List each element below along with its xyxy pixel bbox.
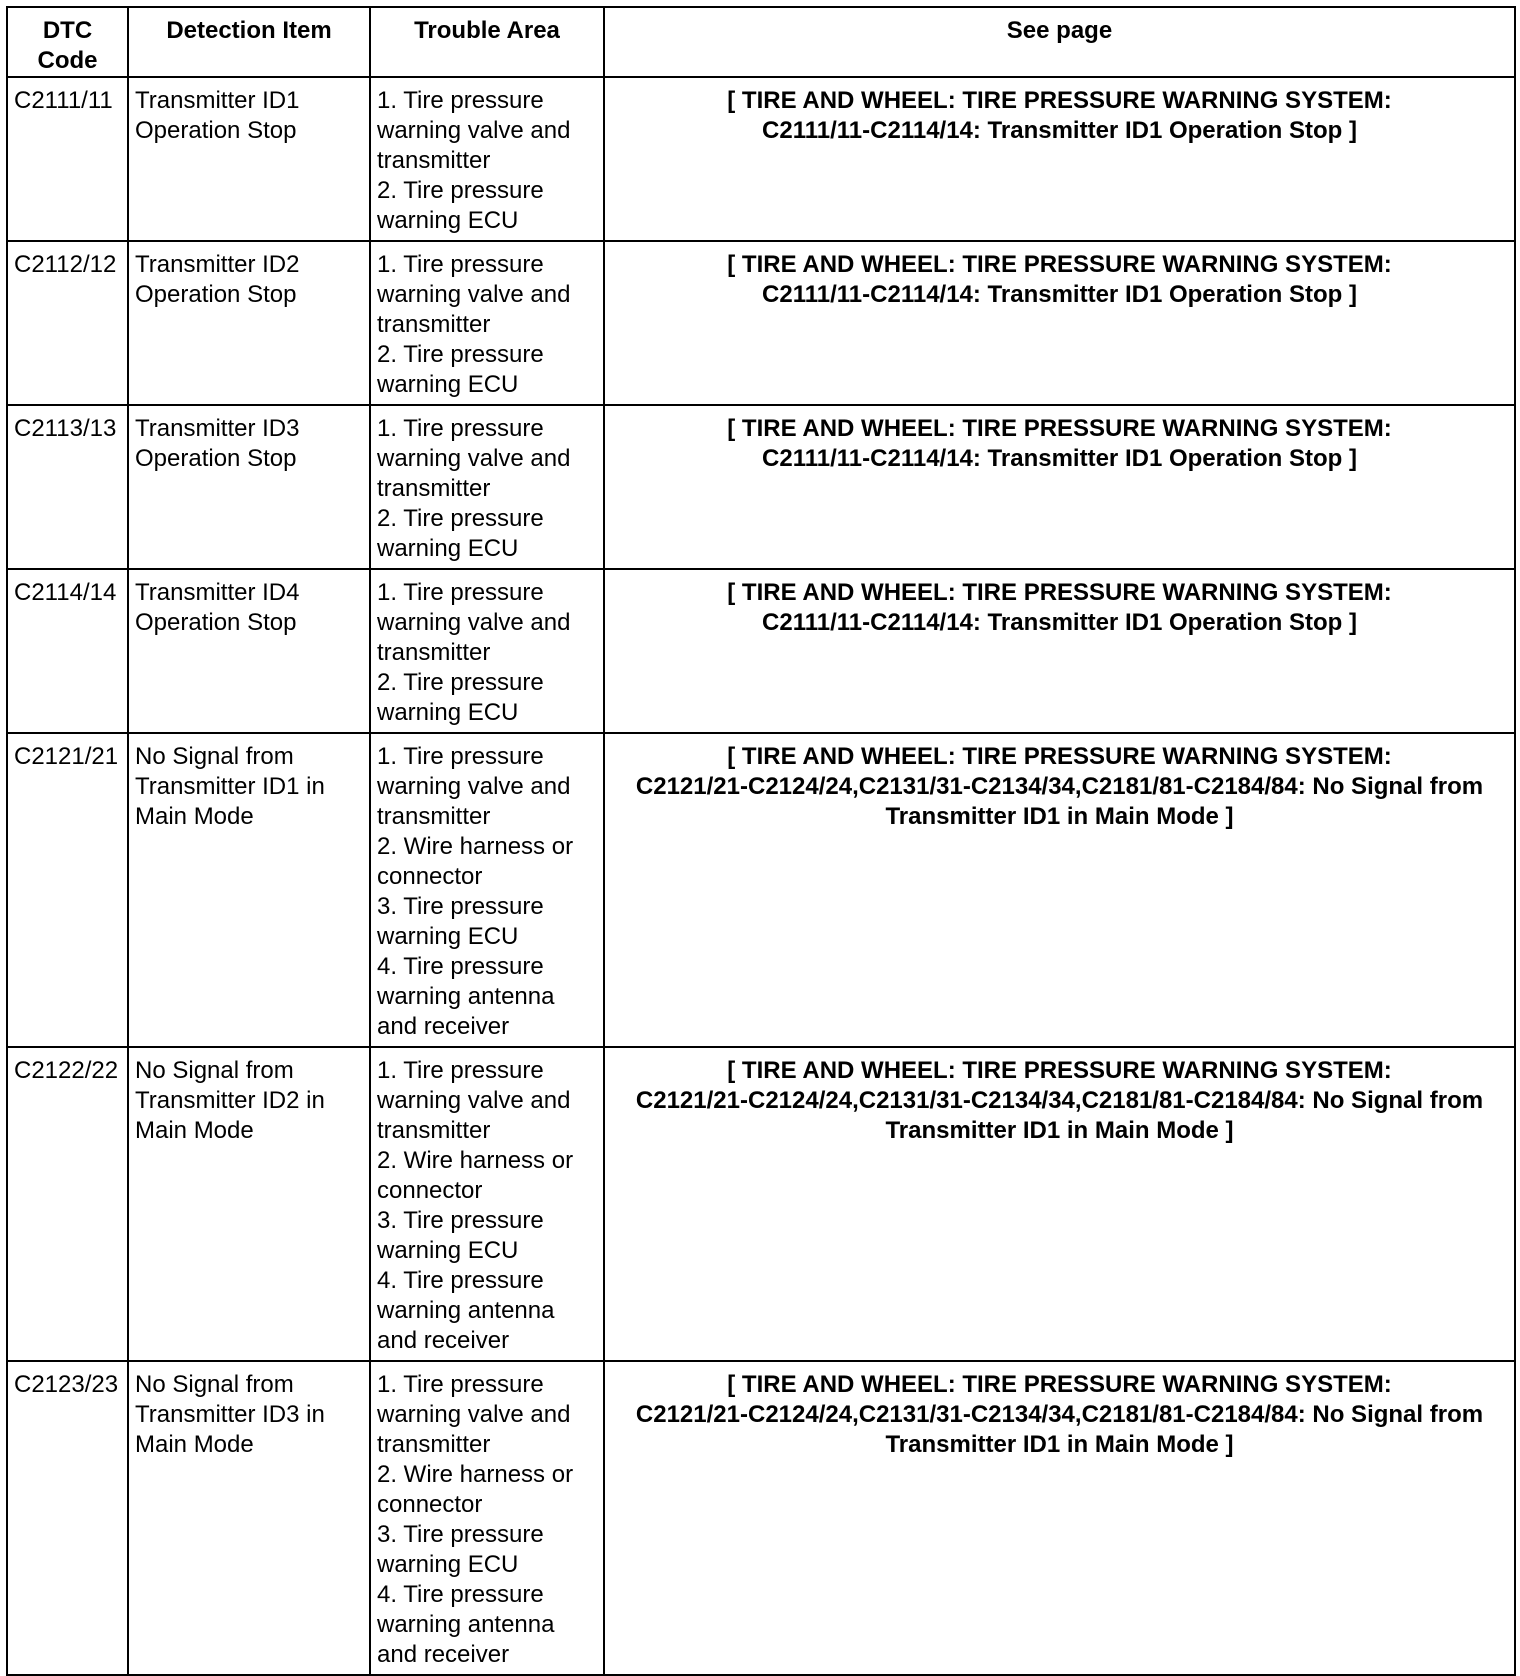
trouble-area-line: 1. Tire pressure xyxy=(377,87,544,114)
trouble-area-cell xyxy=(370,405,604,569)
detection-item-line: Transmitter ID3 in xyxy=(135,1401,325,1428)
dtc-code: C2122/22 xyxy=(14,1057,119,1084)
see-page-reference: Transmitter ID1 in Main Mode ] xyxy=(885,1117,1234,1144)
header-text: Code xyxy=(37,47,98,74)
see-page-reference: [ TIRE AND WHEEL: TIRE PRESSURE WARNING SYSTEM: xyxy=(727,743,1392,770)
trouble-area-line: warning valve and xyxy=(377,1087,571,1114)
dtc-code: C2114/14 xyxy=(14,579,117,606)
detection-item-cell xyxy=(128,405,370,569)
detection-item-line: Main Mode xyxy=(135,803,254,830)
see-page-cell xyxy=(604,569,1515,733)
see-page-cell xyxy=(604,1361,1515,1675)
trouble-area-line: transmitter xyxy=(377,1117,491,1144)
trouble-area-line: warning valve and xyxy=(377,117,571,144)
see-page-cell xyxy=(604,1047,1515,1361)
dtc-code: C2111/11 xyxy=(14,87,113,114)
header-see-page xyxy=(604,7,1515,77)
trouble-area-line: 1. Tire pressure xyxy=(377,415,544,442)
detection-item-line: Transmitter ID4 xyxy=(135,579,300,606)
detection-item-line: Transmitter ID3 xyxy=(135,415,300,442)
trouble-area-line: warning valve and xyxy=(377,281,571,308)
see-page-reference: C2121/21-C2124/24,C2131/31-C2134/34,C2181/81-C2184/84: No Signal from xyxy=(635,1401,1484,1428)
detection-item-line: Operation Stop xyxy=(135,281,297,308)
detection-item-line: Operation Stop xyxy=(135,117,297,144)
see-page-reference: C2111/11-C2114/14: Transmitter ID1 Operation Stop ] xyxy=(762,445,1357,472)
detection-item-line: Transmitter ID2 xyxy=(135,251,300,278)
trouble-area-line: warning ECU xyxy=(377,1237,519,1264)
trouble-area-line: 4. Tire pressure xyxy=(377,1581,544,1608)
trouble-area-line: transmitter xyxy=(377,311,491,338)
trouble-area-line: and receiver xyxy=(377,1327,510,1354)
see-page-reference: C2121/21-C2124/24,C2131/31-C2134/34,C2181/81-C2184/84: No Signal from xyxy=(635,773,1484,800)
trouble-area-line: warning antenna xyxy=(377,1611,555,1638)
detection-item-line: Transmitter ID1 in xyxy=(135,773,325,800)
trouble-area-cell xyxy=(370,1361,604,1675)
trouble-area-line: 2. Tire pressure xyxy=(377,177,544,204)
dtc-code-cell xyxy=(7,77,128,241)
detection-item-line: No Signal from xyxy=(135,1057,294,1084)
detection-item-line: Main Mode xyxy=(135,1117,254,1144)
trouble-area-cell xyxy=(370,1047,604,1361)
trouble-area-line: 2. Wire harness or xyxy=(377,1147,574,1174)
header-detection-item xyxy=(128,7,370,77)
see-page-reference: [ TIRE AND WHEEL: TIRE PRESSURE WARNING SYSTEM: xyxy=(727,1371,1392,1398)
table-row xyxy=(7,77,1515,241)
trouble-area-line: 2. Wire harness or xyxy=(377,833,574,860)
header-dtc-code xyxy=(7,7,128,77)
trouble-area-line: 3. Tire pressure xyxy=(377,1521,544,1548)
trouble-area-line: 2. Tire pressure xyxy=(377,505,544,532)
trouble-area-cell xyxy=(370,241,604,405)
see-page-reference: C2111/11-C2114/14: Transmitter ID1 Operation Stop ] xyxy=(762,117,1357,144)
dtc-code: C2113/13 xyxy=(14,415,117,442)
trouble-area-line: warning ECU xyxy=(377,371,519,398)
trouble-area-line: warning valve and xyxy=(377,773,571,800)
see-page-reference: [ TIRE AND WHEEL: TIRE PRESSURE WARNING SYSTEM: xyxy=(727,579,1392,606)
trouble-area-cell xyxy=(370,77,604,241)
see-page-cell xyxy=(604,405,1515,569)
header-text: Detection Item xyxy=(166,17,332,44)
trouble-area-line: 1. Tire pressure xyxy=(377,251,544,278)
trouble-area-line: warning ECU xyxy=(377,207,519,234)
dtc-code: C2112/12 xyxy=(14,251,117,278)
table-row xyxy=(7,569,1515,733)
trouble-area-line: warning ECU xyxy=(377,699,519,726)
dtc-code-cell xyxy=(7,1047,128,1361)
trouble-area-cell xyxy=(370,569,604,733)
see-page-cell xyxy=(604,241,1515,405)
see-page-reference: [ TIRE AND WHEEL: TIRE PRESSURE WARNING SYSTEM: xyxy=(727,251,1392,278)
detection-item-line: Operation Stop xyxy=(135,445,297,472)
dtc-code-cell xyxy=(7,241,128,405)
detection-item-cell xyxy=(128,241,370,405)
header-trouble-area xyxy=(370,7,604,77)
see-page-reference: C2111/11-C2114/14: Transmitter ID1 Operation Stop ] xyxy=(762,609,1357,636)
trouble-area-line: 2. Tire pressure xyxy=(377,341,544,368)
detection-item-line: Operation Stop xyxy=(135,609,297,636)
table-row xyxy=(7,733,1515,1047)
trouble-area-line: 3. Tire pressure xyxy=(377,1207,544,1234)
trouble-area-line: 1. Tire pressure xyxy=(377,1057,544,1084)
detection-item-line: No Signal from xyxy=(135,1371,294,1398)
detection-item-line: Transmitter ID1 xyxy=(135,87,300,114)
trouble-area-cell xyxy=(370,733,604,1047)
table-row xyxy=(7,405,1515,569)
dtc-code-cell xyxy=(7,405,128,569)
see-page-reference: C2111/11-C2114/14: Transmitter ID1 Operation Stop ] xyxy=(762,281,1357,308)
trouble-area-line: connector xyxy=(377,863,483,890)
trouble-area-line: warning valve and xyxy=(377,445,571,472)
trouble-area-line: and receiver xyxy=(377,1013,510,1040)
dtc-code-cell xyxy=(7,569,128,733)
trouble-area-line: 1. Tire pressure xyxy=(377,743,544,770)
trouble-area-line: warning ECU xyxy=(377,1551,519,1578)
trouble-area-line: 3. Tire pressure xyxy=(377,893,544,920)
header-text: Trouble Area xyxy=(414,17,560,44)
trouble-area-line: 2. Tire pressure xyxy=(377,669,544,696)
table-row xyxy=(7,241,1515,405)
table-row xyxy=(7,1047,1515,1361)
see-page-reference: C2121/21-C2124/24,C2131/31-C2134/34,C2181/81-C2184/84: No Signal from xyxy=(635,1087,1484,1114)
see-page-reference: [ TIRE AND WHEEL: TIRE PRESSURE WARNING SYSTEM: xyxy=(727,1057,1392,1084)
trouble-area-line: warning antenna xyxy=(377,1297,555,1324)
detection-item-cell xyxy=(128,733,370,1047)
trouble-area-line: warning valve and xyxy=(377,609,571,636)
trouble-area-line: warning ECU xyxy=(377,923,519,950)
trouble-area-line: 2. Wire harness or xyxy=(377,1461,574,1488)
trouble-area-line: 1. Tire pressure xyxy=(377,579,544,606)
detection-item-line: Transmitter ID2 in xyxy=(135,1087,325,1114)
table-row xyxy=(7,1361,1515,1675)
see-page-cell xyxy=(604,77,1515,241)
trouble-area-line: connector xyxy=(377,1177,483,1204)
trouble-area-line: 1. Tire pressure xyxy=(377,1371,544,1398)
trouble-area-line: warning valve and xyxy=(377,1401,571,1428)
dtc-table xyxy=(6,6,1516,1676)
trouble-area-line: 4. Tire pressure xyxy=(377,1267,544,1294)
dtc-code-cell xyxy=(7,1361,128,1675)
detection-item-cell xyxy=(128,569,370,733)
trouble-area-line: transmitter xyxy=(377,147,491,174)
trouble-area-line: warning antenna xyxy=(377,983,555,1010)
trouble-area-line: 4. Tire pressure xyxy=(377,953,544,980)
header-row xyxy=(7,7,1515,77)
detection-item-cell xyxy=(128,1361,370,1675)
detection-item-cell xyxy=(128,77,370,241)
dtc-code: C2121/21 xyxy=(14,743,119,770)
trouble-area-line: transmitter xyxy=(377,475,491,502)
detection-item-line: Main Mode xyxy=(135,1431,254,1458)
trouble-area-line: warning ECU xyxy=(377,535,519,562)
header-text: See page xyxy=(1006,17,1113,44)
see-page-reference: Transmitter ID1 in Main Mode ] xyxy=(885,1431,1234,1458)
dtc-code: C2123/23 xyxy=(14,1371,119,1398)
detection-item-cell xyxy=(128,1047,370,1361)
dtc-code-cell xyxy=(7,733,128,1047)
trouble-area-line: transmitter xyxy=(377,803,491,830)
table-body xyxy=(7,77,1515,1675)
see-page-reference: [ TIRE AND WHEEL: TIRE PRESSURE WARNING SYSTEM: xyxy=(727,415,1392,442)
see-page-reference: Transmitter ID1 in Main Mode ] xyxy=(885,803,1234,830)
see-page-cell xyxy=(604,733,1515,1047)
header-text: DTC xyxy=(42,17,93,44)
trouble-area-line: and receiver xyxy=(377,1641,510,1668)
see-page-reference: [ TIRE AND WHEEL: TIRE PRESSURE WARNING SYSTEM: xyxy=(727,87,1392,114)
trouble-area-line: connector xyxy=(377,1491,483,1518)
trouble-area-line: transmitter xyxy=(377,1431,491,1458)
detection-item-line: No Signal from xyxy=(135,743,294,770)
trouble-area-line: transmitter xyxy=(377,639,491,666)
